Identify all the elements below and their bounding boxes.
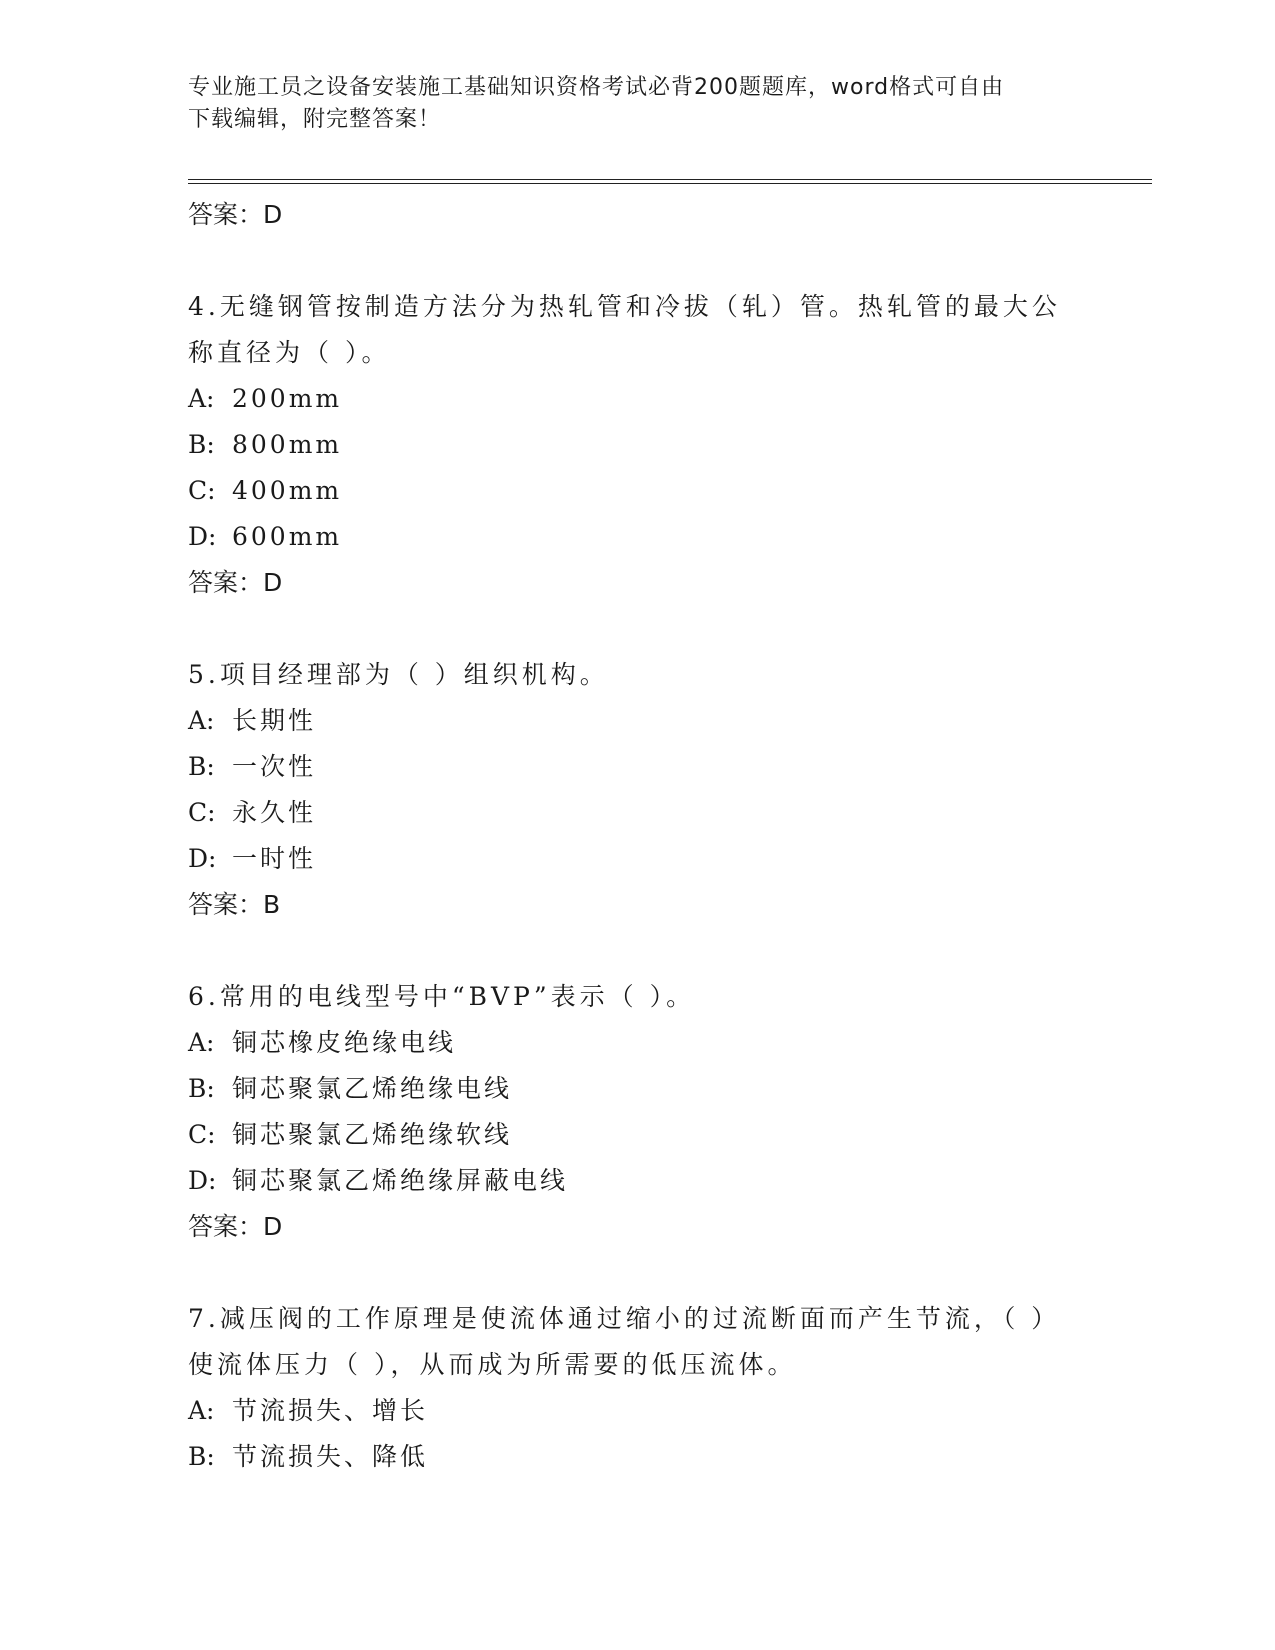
spacer xyxy=(188,1250,1088,1296)
option-b xyxy=(188,422,1088,468)
answer-line: 答案：D xyxy=(188,568,283,597)
header-rule-bottom xyxy=(188,183,1152,184)
option-a xyxy=(188,376,1088,422)
option-text: 节流损失、降低 xyxy=(232,1442,429,1471)
option-text: 铜芯橡皮绝缘电线 xyxy=(232,1028,457,1057)
option-key: B: xyxy=(188,752,215,781)
spacer xyxy=(188,606,1088,652)
option-c xyxy=(188,468,1088,514)
question-text: 5.项目经理部为（ ）组织机构。 xyxy=(188,660,609,689)
question-text: 4.无缝钢管按制造方法分为热轧管和冷拔（轧）管。热轧管的最大公 xyxy=(188,292,1061,321)
option-key: A: xyxy=(188,1396,215,1425)
question-text: 使流体压力（ ），从而成为所需要的低压流体。 xyxy=(188,1350,797,1379)
page-header xyxy=(188,72,1088,136)
option-text: 800mm xyxy=(232,430,343,459)
answer-line: 答案：D xyxy=(188,200,283,229)
option-key: D: xyxy=(188,522,217,551)
option-text: 400mm xyxy=(232,476,343,505)
option-key: A: xyxy=(188,384,215,413)
spacer xyxy=(188,928,1088,974)
option-text: 节流损失、增长 xyxy=(232,1396,429,1425)
question-block xyxy=(188,652,1088,928)
option-a xyxy=(188,698,1088,744)
header-line-2: 下载编辑，附完整答案！ xyxy=(188,107,442,132)
option-text: 铜芯聚氯乙烯绝缘电线 xyxy=(232,1074,513,1103)
option-b xyxy=(188,1066,1088,1112)
option-text: 600mm xyxy=(232,522,343,551)
option-b xyxy=(188,744,1088,790)
option-d xyxy=(188,836,1088,882)
option-text: 200mm xyxy=(232,384,343,413)
question-block xyxy=(188,1296,1088,1480)
answer-line: 答案：D xyxy=(188,1212,283,1241)
option-text: 一时性 xyxy=(232,844,317,873)
option-key: C: xyxy=(188,798,216,827)
question-text: 6.常用的电线型号中“BVP”表示（ ）。 xyxy=(188,982,696,1011)
question-text: 7.减压阀的工作原理是使流体通过缩小的过流断面而产生节流，（ ） xyxy=(188,1304,1061,1333)
option-c xyxy=(188,1112,1088,1158)
option-a xyxy=(188,1020,1088,1066)
header-rule-top xyxy=(188,179,1152,180)
question-block xyxy=(188,284,1088,606)
option-c xyxy=(188,790,1088,836)
option-text: 铜芯聚氯乙烯绝缘软线 xyxy=(232,1120,513,1149)
option-d xyxy=(188,1158,1088,1204)
option-key: A: xyxy=(188,1028,215,1057)
option-text: 长期性 xyxy=(232,706,317,735)
question-text: 称直径为（ ）。 xyxy=(188,338,391,367)
option-text: 一次性 xyxy=(232,752,317,781)
option-key: B: xyxy=(188,430,215,459)
header-line-1: 专业施工员之设备安装施工基础知识资格考试必背200题题库，word格式可自由 xyxy=(188,75,1005,100)
option-key: B: xyxy=(188,1074,215,1103)
option-text: 永久性 xyxy=(232,798,317,827)
option-d xyxy=(188,514,1088,560)
question-block xyxy=(188,974,1088,1250)
option-key: A: xyxy=(188,706,215,735)
option-key: C: xyxy=(188,1120,216,1149)
option-a xyxy=(188,1388,1088,1434)
option-text: 铜芯聚氯乙烯绝缘屏蔽电线 xyxy=(232,1166,569,1195)
option-b xyxy=(188,1434,1088,1480)
spacer xyxy=(188,238,1088,284)
option-key: C: xyxy=(188,476,216,505)
option-key: D: xyxy=(188,844,217,873)
option-key: D: xyxy=(188,1166,217,1195)
question-list xyxy=(188,192,1088,1480)
answer-line: 答案：B xyxy=(188,890,281,919)
option-key: B: xyxy=(188,1442,215,1471)
